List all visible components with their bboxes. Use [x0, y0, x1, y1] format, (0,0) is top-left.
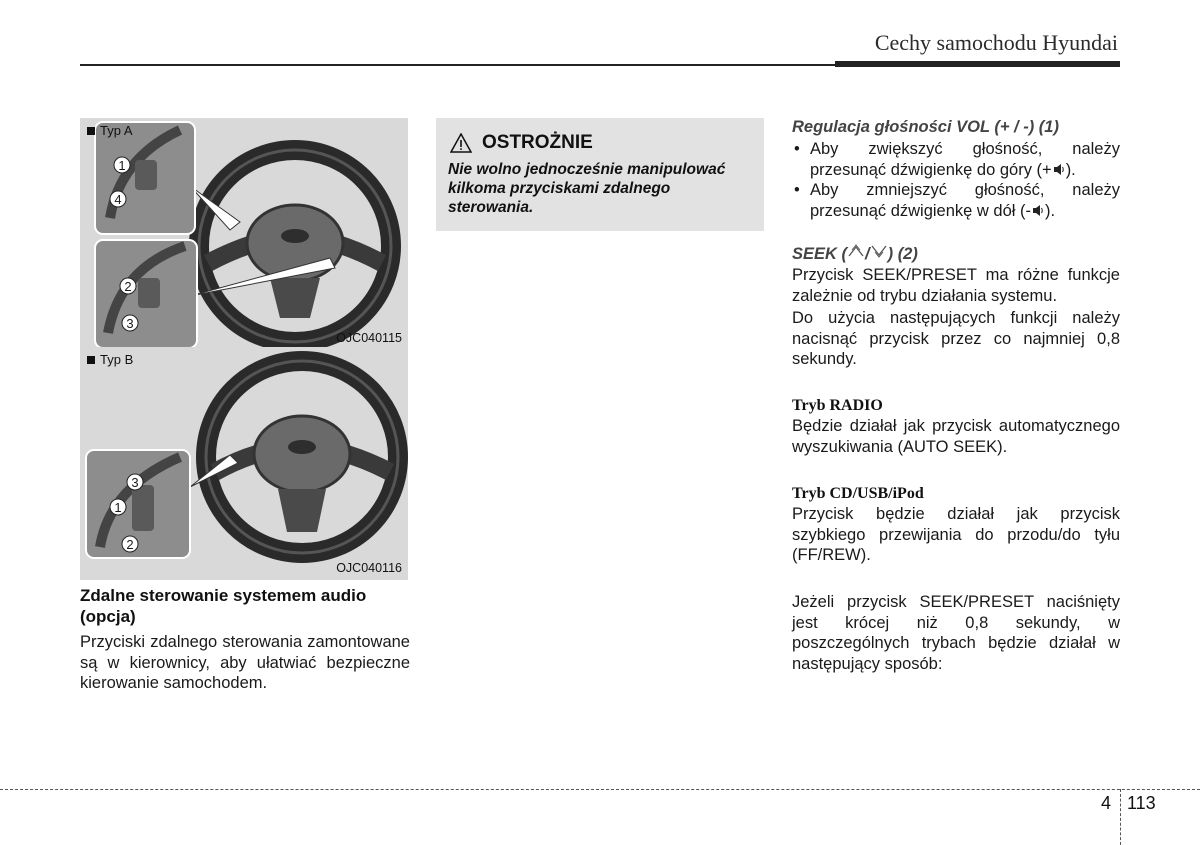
- figure-type-a-code: OJC040115: [336, 331, 402, 345]
- seek-down-icon: [870, 244, 888, 258]
- caution-text: Nie wolno jednocześnie manipulować kilkoma przyciskami zdalnego sterowania.: [448, 161, 726, 216]
- volume-bullet-up-end: ).: [1065, 160, 1076, 179]
- figure-type-b-code: OJC040116: [336, 561, 402, 575]
- footer-vertical-divider: [1120, 789, 1121, 845]
- callout-4: 4: [114, 192, 122, 207]
- chapter-number: 4: [1101, 793, 1112, 813]
- cd-mode-text: Przycisk będzie działał jak przycisk szybkiego przewijania do przodu/do tyłu (FF/REW).: [792, 505, 1120, 564]
- short-press-section: [792, 592, 1120, 674]
- callout-1: 1: [118, 158, 126, 173]
- warning-triangle-icon: [450, 133, 472, 153]
- footer-divider: [0, 789, 1200, 790]
- seek-heading-sep: /: [865, 245, 870, 263]
- volume-bullet-down-end: ).: [1045, 201, 1056, 220]
- section-body: Przyciski zdalnego sterowania zamontowane są w kierownicy, aby ułatwiać bezpieczne kierowanie samochodem.: [80, 633, 410, 692]
- volume-bullet-down: [792, 180, 1120, 221]
- radio-mode-heading: Tryb RADIO: [792, 397, 883, 414]
- radio-mode-section: [792, 397, 1120, 457]
- cd-mode-heading: Tryb CD/USB/iPod: [792, 485, 924, 502]
- callout-3: 3: [126, 316, 134, 331]
- page-number: 113: [1127, 793, 1156, 813]
- seek-heading-start: SEEK (: [792, 245, 848, 263]
- callout-2: 2: [124, 279, 132, 294]
- figure-type-b-tag: [87, 352, 133, 367]
- square-bullet-icon: [87, 356, 95, 364]
- callout-3: 3: [131, 475, 139, 490]
- section-title: Zdalne sterowanie systemem audio (opcja): [80, 586, 367, 626]
- seek-up-icon: [847, 244, 865, 258]
- radio-mode-text: Będzie działał jak przycisk automatycznego wyszukiwania (AUTO SEEK).: [792, 417, 1120, 456]
- figure-type-a-label: Typ A: [100, 123, 133, 138]
- seek-heading-end: ) (2): [887, 245, 918, 263]
- volume-section: [792, 118, 1120, 221]
- speaker-icon: [1053, 163, 1065, 176]
- caution-header: [450, 132, 593, 154]
- volume-bullet-down-text: Aby zmniejszyć głośność, należy przesunąć dźwigienkę w dół (-: [810, 181, 1120, 220]
- volume-bullet-up: [792, 139, 1120, 180]
- figure-type-a: [80, 118, 408, 350]
- callout-2: 2: [126, 537, 134, 552]
- seek-para-1: Przycisk SEEK/PRESET ma różne funkcje zależnie od trybu działania systemu.: [792, 266, 1120, 305]
- header-rule-accent: [835, 61, 1120, 67]
- figure-type-b: [80, 347, 408, 580]
- speaker-icon: [1032, 204, 1044, 217]
- seek-section: [792, 244, 1120, 370]
- short-press-text: Jeżeli przycisk SEEK/PRESET naciśnięty jest krócej niż 0,8 sekundy, w poszczególnych trybach będzie działał w następujący sposób:: [792, 593, 1120, 673]
- caution-box: [436, 118, 764, 231]
- figure-type-a-tag: [87, 123, 133, 138]
- volume-bullet-up-text: Aby zwiększyć głośność, należy przesunąć dźwigienkę do góry (+: [810, 140, 1120, 179]
- caution-title: OSTROŻNIE: [482, 132, 593, 153]
- callout-1: 1: [114, 500, 122, 515]
- cd-mode-section: [792, 485, 1120, 566]
- square-bullet-icon: [87, 127, 95, 135]
- volume-heading: Regulacja głośności VOL (+ / -) (1): [792, 118, 1059, 136]
- running-header: Cechy samochodu Hyundai: [874, 30, 1118, 55]
- seek-heading: [792, 244, 1120, 264]
- figure-type-b-label: Typ B: [100, 352, 134, 367]
- seek-para-2: Do użycia następujących funkcji należy nacisnąć przycisk przez co najmniej 0,8 sekundy.: [792, 309, 1120, 368]
